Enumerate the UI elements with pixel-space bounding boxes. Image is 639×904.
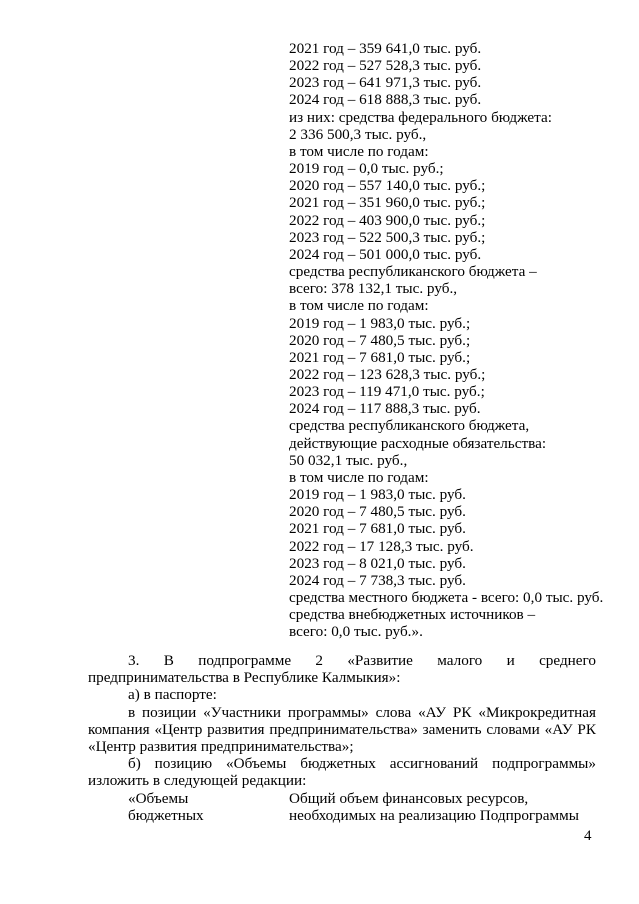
funding-line: 2024 год – 117 888,3 тыс. руб. — [289, 400, 481, 418]
funding-line: 50 032,1 тыс. руб., — [289, 451, 408, 469]
item-a: а) в паспорте: — [128, 686, 217, 704]
funding-line: 2024 год – 7 738,3 тыс. руб. — [289, 571, 466, 589]
page-number: 4 — [584, 828, 592, 844]
funding-line: 2022 год – 17 128,3 тыс. руб. — [289, 537, 474, 555]
funding-line: средства республиканского бюджета, — [289, 417, 530, 435]
funding-line: 2021 год – 359 641,0 тыс. руб. — [289, 40, 482, 57]
funding-breakdown-column — [289, 40, 619, 640]
funding-line: из них: средства федерального бюджета: — [289, 108, 552, 126]
document-body — [88, 652, 596, 824]
funding-line: 2020 год – 7 480,5 тыс. руб. — [289, 503, 466, 521]
table-cell-left: «Объемы — [128, 789, 189, 807]
table-cell-right: необходимых на реализацию Подпрограммы — [289, 806, 579, 824]
funding-line: средства внебюджетных источников – — [289, 606, 536, 624]
funding-line: в том числе по годам: — [289, 142, 429, 160]
budget-table-row — [88, 790, 596, 807]
funding-line: 2021 год – 7 681,0 тыс. руб.; — [289, 348, 471, 366]
funding-line: 2 336 500,3 тыс. руб., — [289, 125, 427, 143]
table-cell-left: бюджетных — [128, 806, 204, 824]
funding-line: 2021 год – 7 681,0 тыс. руб. — [289, 520, 466, 538]
funding-line: 2022 год – 527 528,3 тыс. руб. — [289, 57, 482, 75]
funding-line: 2023 год – 8 021,0 тыс. руб. — [289, 554, 466, 572]
funding-line: действующие расходные обязательства: — [289, 434, 547, 452]
funding-line: средства республиканского бюджета – — [289, 263, 537, 281]
funding-line: 2019 год – 1 983,0 тыс. руб.; — [289, 314, 471, 332]
item-a-text: в позиции «Участники программы» слова «АУ РК «Микрокредитная компания «Центр развития предпринимательства» заменить словами «АУ РК «Центр развития предпринимательства»; — [88, 703, 596, 756]
funding-line: 2021 год – 351 960,0 тыс. руб.; — [289, 194, 486, 212]
funding-line: 2023 год – 522 500,3 тыс. руб.; — [289, 228, 486, 246]
funding-line: 2019 год – 1 983,0 тыс. руб. — [289, 486, 466, 504]
funding-line: 2019 год – 0,0 тыс. руб.; — [289, 160, 444, 178]
funding-line: в том числе по годам: — [289, 468, 429, 486]
paragraph-3-heading: 3. В подпрограмме 2 «Развитие малого и среднего — [128, 652, 596, 669]
funding-line: 2024 год – 618 888,3 тыс. руб. — [289, 91, 482, 109]
funding-line: 2023 год – 119 471,0 тыс. руб.; — [289, 383, 485, 401]
funding-line: средства местного бюджета - всего: 0,0 тыс. руб. — [289, 589, 604, 606]
funding-line: в том числе по годам: — [289, 297, 429, 315]
funding-line: всего: 0,0 тыс. руб.». — [289, 623, 423, 641]
funding-line: 2020 год – 7 480,5 тыс. руб.; — [289, 331, 471, 349]
funding-line: всего: 378 132,1 тыс. руб., — [289, 280, 458, 298]
funding-line: 2023 год – 641 971,3 тыс. руб. — [289, 74, 482, 92]
funding-line: 2022 год – 123 628,3 тыс. руб.; — [289, 365, 486, 383]
item-b: б) позицию «Объемы бюджетных ассигнований подпрограммы» изложить в следующей редакции: — [88, 755, 596, 790]
funding-line: 2022 год – 403 900,0 тыс. руб.; — [289, 211, 486, 229]
funding-line: 2020 год – 557 140,0 тыс. руб.; — [289, 177, 486, 195]
budget-table-row — [88, 807, 596, 824]
paragraph-3-heading-cont: предпринимательства в Республике Калмыкия»: — [88, 669, 401, 687]
funding-line: 2024 год – 501 000,0 тыс. руб. — [289, 245, 482, 263]
table-cell-right: Общий объем финансовых ресурсов, — [289, 789, 529, 807]
